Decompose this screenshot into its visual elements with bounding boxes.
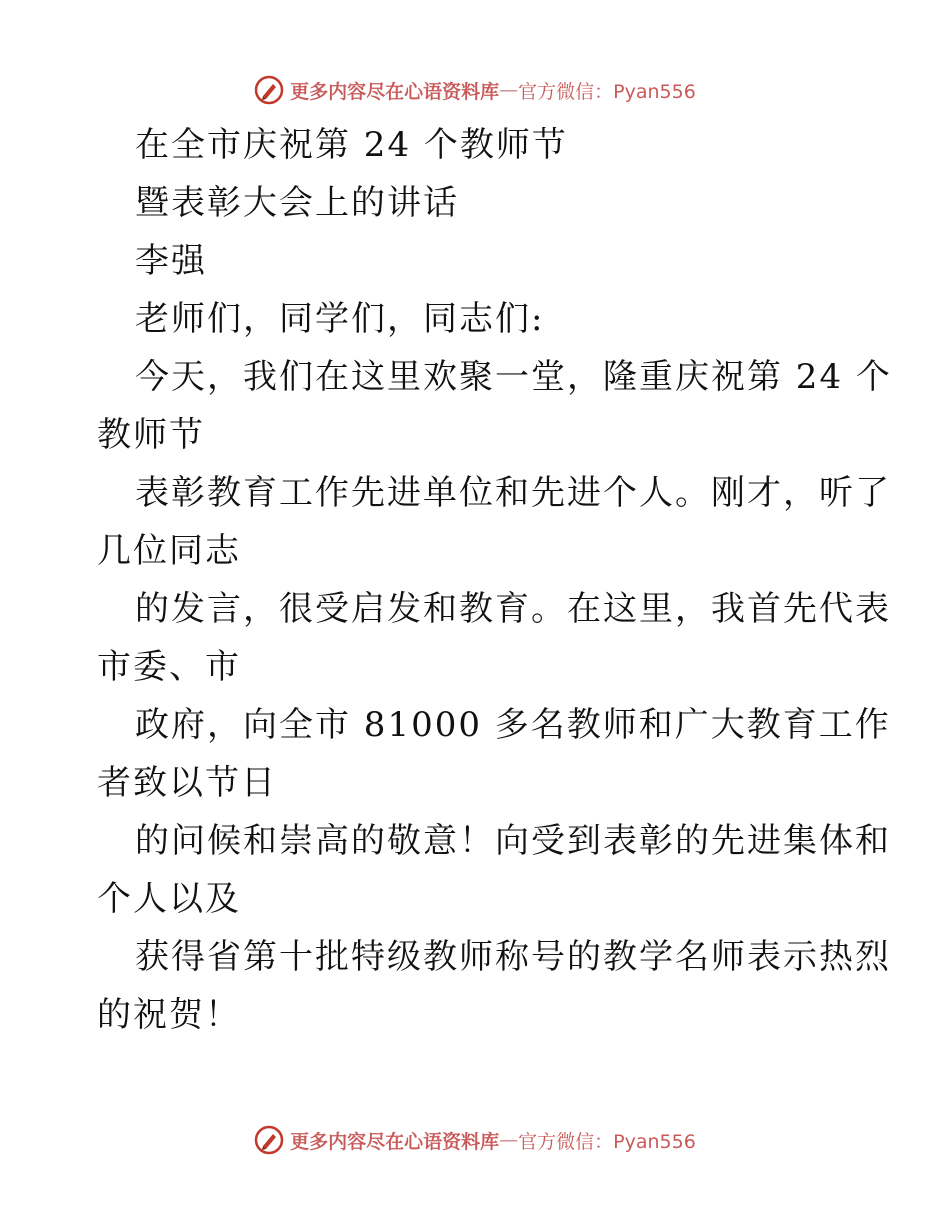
paragraph-line: 政府，向全市 81000 多名教师和广大教育工作 [135, 705, 891, 745]
pen-logo-icon [254, 1125, 284, 1155]
banner-dash: — [499, 1129, 519, 1151]
paragraph-line: 今天，我们在这里欢聚一堂，隆重庆祝第 24 个 [135, 357, 892, 397]
paragraph-line: 个人以及 [97, 879, 241, 919]
paragraph-line: 的祝贺！ [97, 995, 241, 1035]
paragraph-line: 的问候和崇高的敬意！向受到表彰的先进集体和 [135, 821, 891, 861]
banner-dash: — [499, 79, 519, 101]
pen-logo-icon [254, 75, 284, 105]
document-body [97, 116, 892, 1044]
footer-banner [0, 1118, 950, 1162]
header-banner [0, 68, 950, 112]
paragraph-line: 几位同志 [97, 531, 241, 571]
paragraph-line: 的发言，很受启发和教育。在这里，我首先代表 [135, 589, 891, 629]
paragraph-line: 市委、市 [97, 647, 241, 687]
paragraph-line: 者致以节日 [97, 763, 277, 803]
banner-wechat: 官方微信：Pyan556 [518, 80, 696, 103]
title-line-1: 在全市庆祝第 24 个教师节 [135, 125, 568, 165]
banner-title: 更多内容尽在心语资料库 [290, 80, 500, 103]
banner-title: 更多内容尽在心语资料库 [290, 1130, 500, 1153]
salutation-line: 老师们，同学们，同志们: [135, 299, 545, 339]
banner-wechat: 官方微信：Pyan556 [518, 1130, 696, 1153]
paragraph-line: 获得省第十批特级教师称号的教学名师表示热烈 [135, 937, 891, 977]
title-line-2: 暨表彰大会上的讲话 [135, 183, 459, 223]
author-line: 李强 [135, 241, 207, 281]
paragraph-line: 表彰教育工作先进单位和先进个人。刚才，听了 [135, 473, 891, 513]
paragraph-line: 教师节 [97, 415, 205, 455]
